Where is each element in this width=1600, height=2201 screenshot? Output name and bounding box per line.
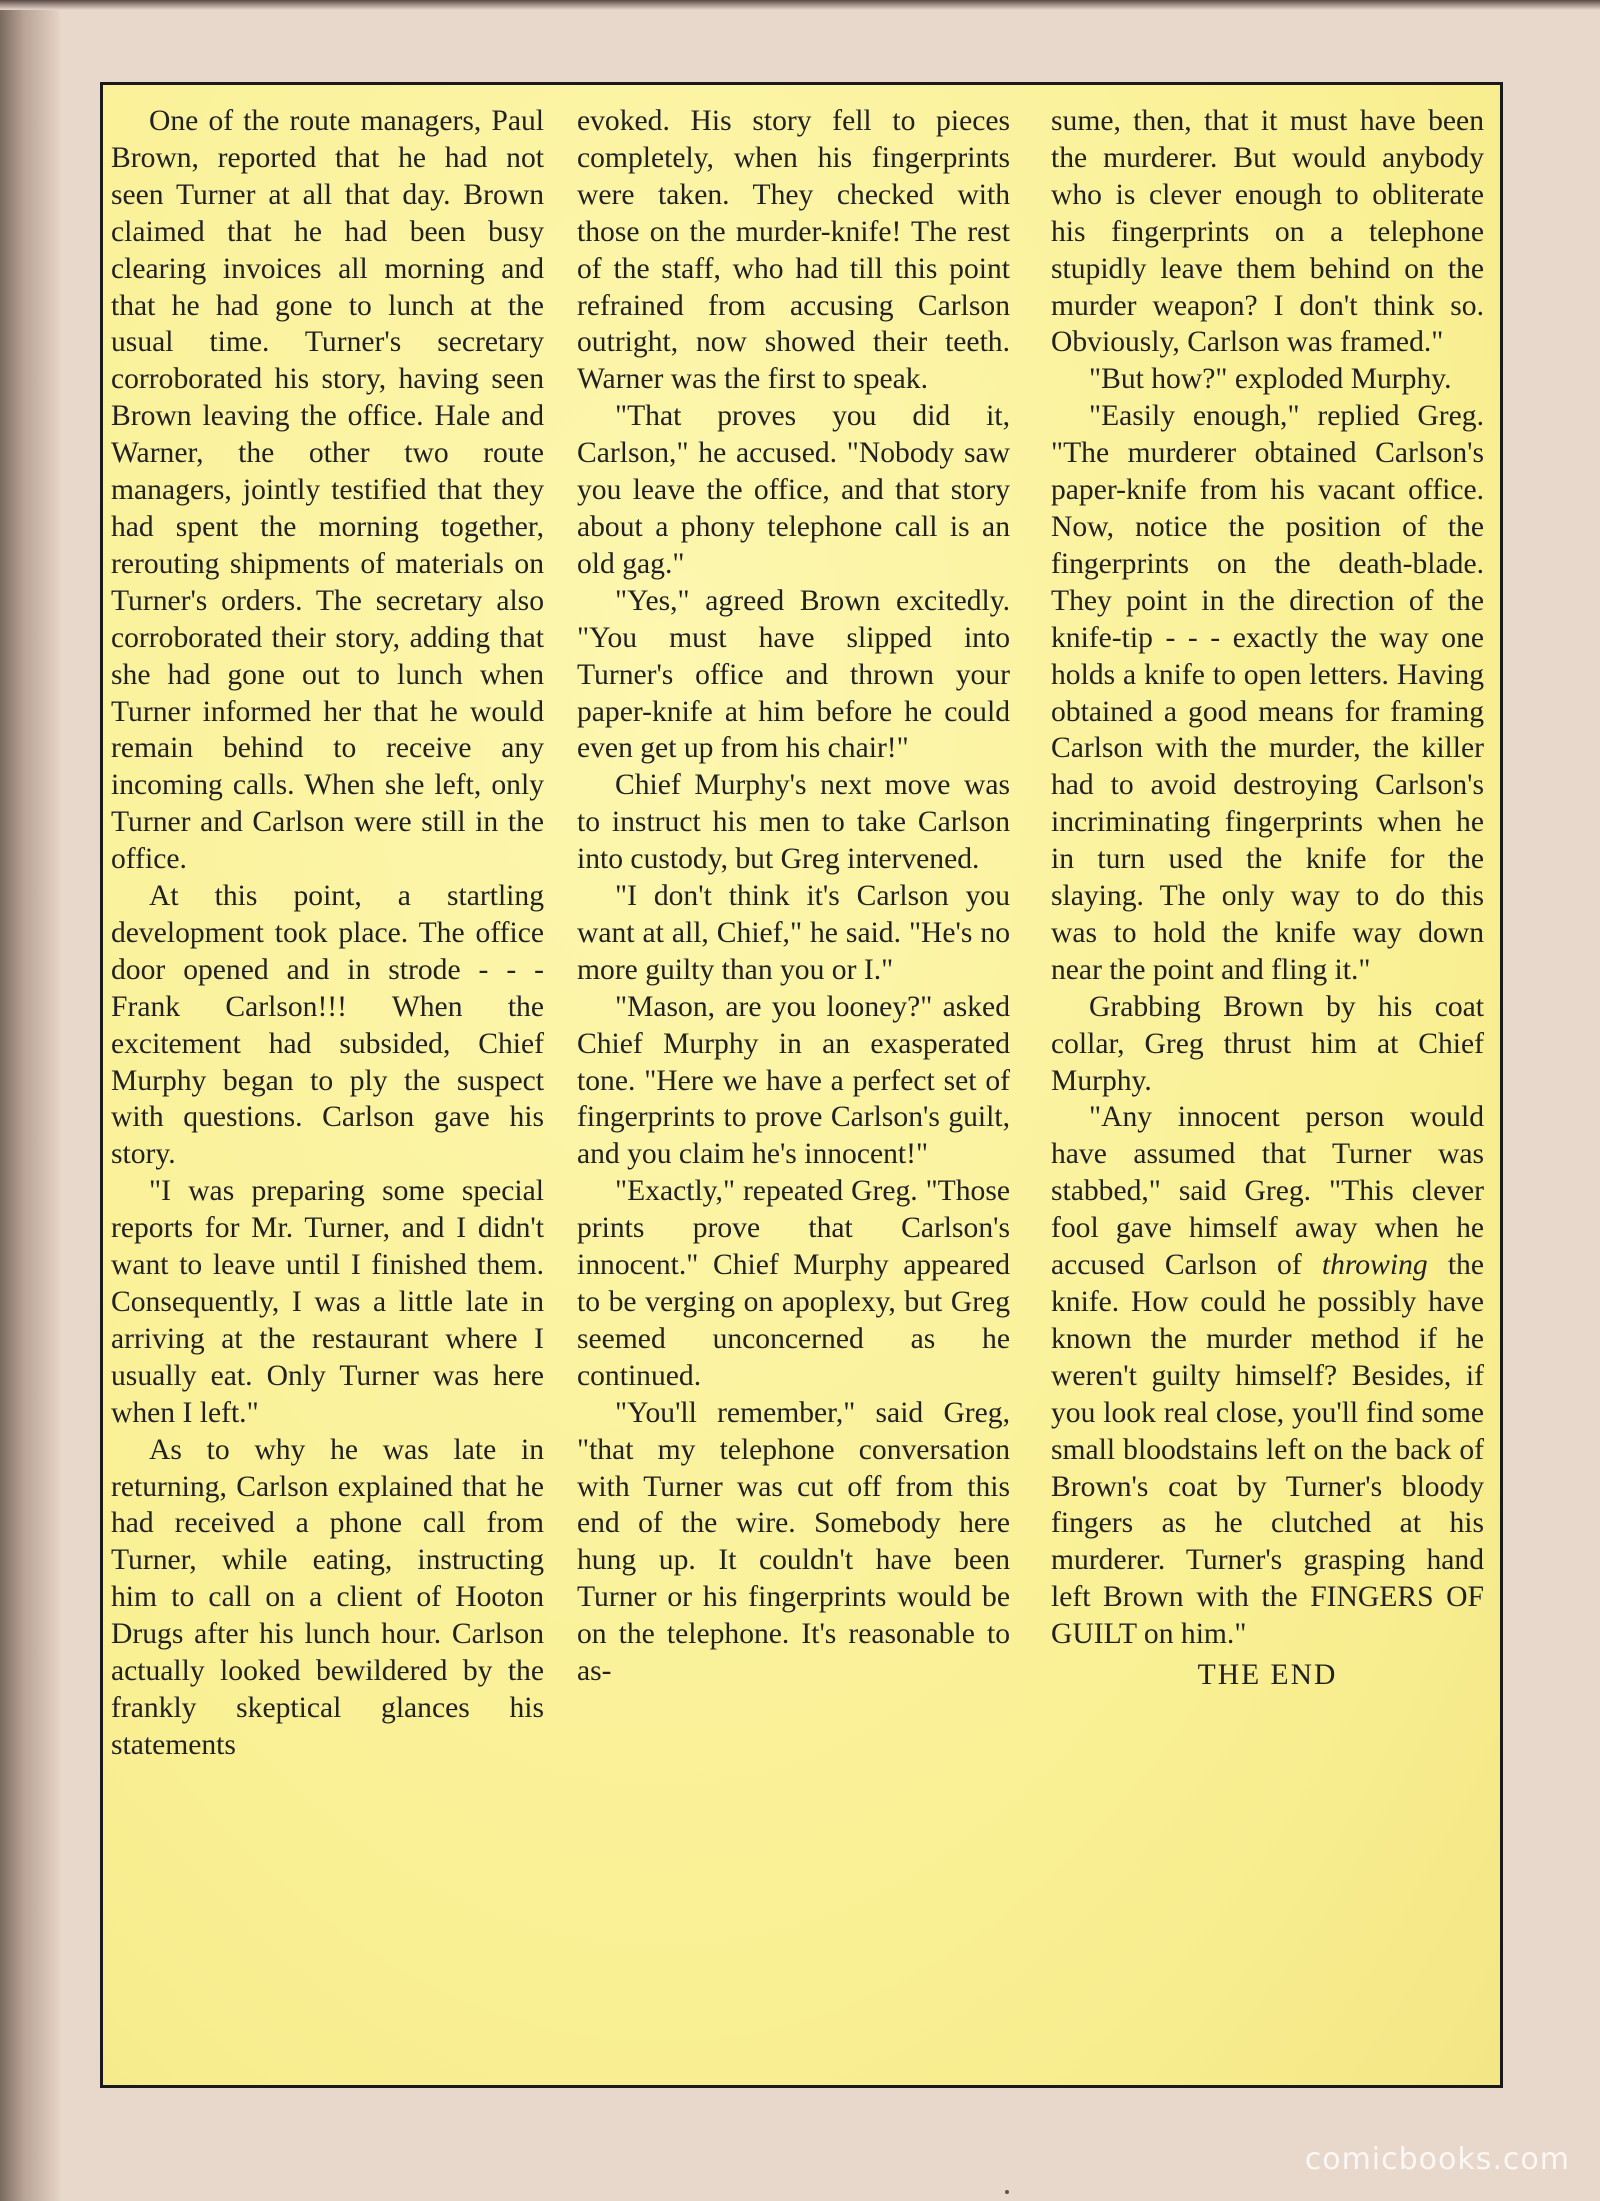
paragraph: At this point, a startling development took place. The office door opened and in strode - - - Frank Carlson!!! When the excitement had subsided, Chief Murphy began to ply the suspect with questions. Carlson gave his story. xyxy=(111,880,544,1171)
watermark: comicbooks.com xyxy=(1304,2142,1570,2177)
paragraph: As to why he was late in returning, Carlson explained that he had received a phone call from Turner, while eating, instructing him to call on a client of Hooton Drugs after his lunch hour. Carlson actually looked bewildered by the frankly skeptical glances his statements xyxy=(111,1433,544,1761)
paragraph: "Any innocent person would have assumed that Turner was stabbed," said Greg. "This clever fool gave himself away when he accused Carlson of throwing the knife. How could he possibly have known the murder method if he weren't guilty himself? Besides, if you look real close, you'll find some small bloodstains left on the back of Brown's coat by Turner's bloody fingers as he clutched at his murderer. Turner's grasping hand left Brown with the FINGERS OF GUILT on him." xyxy=(1051,1101,1484,1651)
paragraph: "But how?" exploded Murphy. xyxy=(1089,363,1452,396)
the-end-label: THE END xyxy=(1197,1659,1338,1692)
paragraph: "I was preparing some special reports for Mr. Turner, and I didn't want to leave until I finished them. Consequently, I was a little late in arriving at the restaurant where I usually eat. Only Turner was here when I left." xyxy=(111,1175,544,1429)
paragraph: "That proves you did it, Carlson," he accused. "Nobody saw you leave the office, and that story about a phony telephone call is an old gag." xyxy=(577,400,1010,580)
story-column-3 xyxy=(1051,103,1484,1694)
paragraph: "I don't think it's Carlson you want at all, Chief," he said. "He's no more guilty than you or I." xyxy=(577,880,1010,986)
paragraph: "Exactly," repeated Greg. "Those prints prove that Carlson's innocent." Chief Murphy appeared to be verging on apoplexy, but Greg seemed unconcerned as he continued. xyxy=(577,1175,1010,1392)
story-column-2 xyxy=(577,103,1010,1690)
paragraph: Grabbing Brown by his coat collar, Greg thrust him at Chief Murphy. xyxy=(1051,990,1484,1097)
paragraph: "Yes," agreed Brown excitedly. "You must have slipped into Turner's office and thrown your paper-knife at him before he could even get up from his chair!" xyxy=(577,584,1010,765)
paragraph: "Mason, are you looney?" asked Chief Murphy in an exasperated tone. "Here we have a perfect set of fingerprints to prove Carlson's guilt, and you claim he's innocent!" xyxy=(577,990,1010,1171)
emphasis-throwing: throwing xyxy=(1321,1249,1428,1282)
paragraph: One of the route managers, Paul Brown, reported that he had not seen Turner at all that day. Brown claimed that he had been busy clearing invoices all morning and that he had gone to lunch at the usual time. Turner's secretary corroborated his story, having seen Brown leaving the office. Hale and Warner, the other two route managers, jointly testified that they had spent the morning together, rerouting shipments of materials on Turner's orders. The secretary also corroborated their story, adding that she had gone out to lunch when Turner informed her that he would remain behind to receive any incoming calls. When she left, only Turner and Carlson were still in the office. xyxy=(111,105,544,876)
story-column-1 xyxy=(111,103,544,1764)
story-text-panel xyxy=(100,82,1503,2088)
print-speck xyxy=(1005,2190,1009,2194)
paragraph: "You'll remember," said Greg, "that my telephone conversation with Turner was cut off from this end of the wire. Somebody here hung up. It couldn't have been Turner or his fingerprints would be on the telephone. It's reasonable to as- xyxy=(577,1396,1010,1688)
page-spine-shadow xyxy=(0,0,60,2201)
paragraph: evoked. His story fell to pieces completely, when his fingerprints were taken. They checked with those on the murder-knife! The rest of the staff, who had till this point refrained from accusing Carlson outright, now showed their teeth. Warner was the first to speak. xyxy=(577,105,1010,396)
paragraph: Chief Murphy's next move was to instruct his men to take Carlson into custody, but Greg intervened. xyxy=(577,769,1010,876)
page-top-edge xyxy=(0,0,1600,10)
paragraph: "Easily enough," replied Greg. "The murderer obtained Carlson's paper-knife from his vacant office. Now, notice the position of the fingerprints on the death-blade. They point in the direction of the knife-tip - - - exactly the way one holds a knife to open letters. Having obtained a good means for framing Carlson with the murder, the killer had to avoid destroying Carlson's incriminating fingerprints when he in turn used the knife for the slaying. The only way to do this was to hold the knife way down near the point and fling it." xyxy=(1051,400,1484,986)
paragraph: sume, then, that it must have been the murderer. But would anybody who is clever enough to obliterate his fingerprints on a telephone stupidly leave them behind on the murder weapon? I don't think so. Obviously, Carlson was framed." xyxy=(1051,105,1484,359)
